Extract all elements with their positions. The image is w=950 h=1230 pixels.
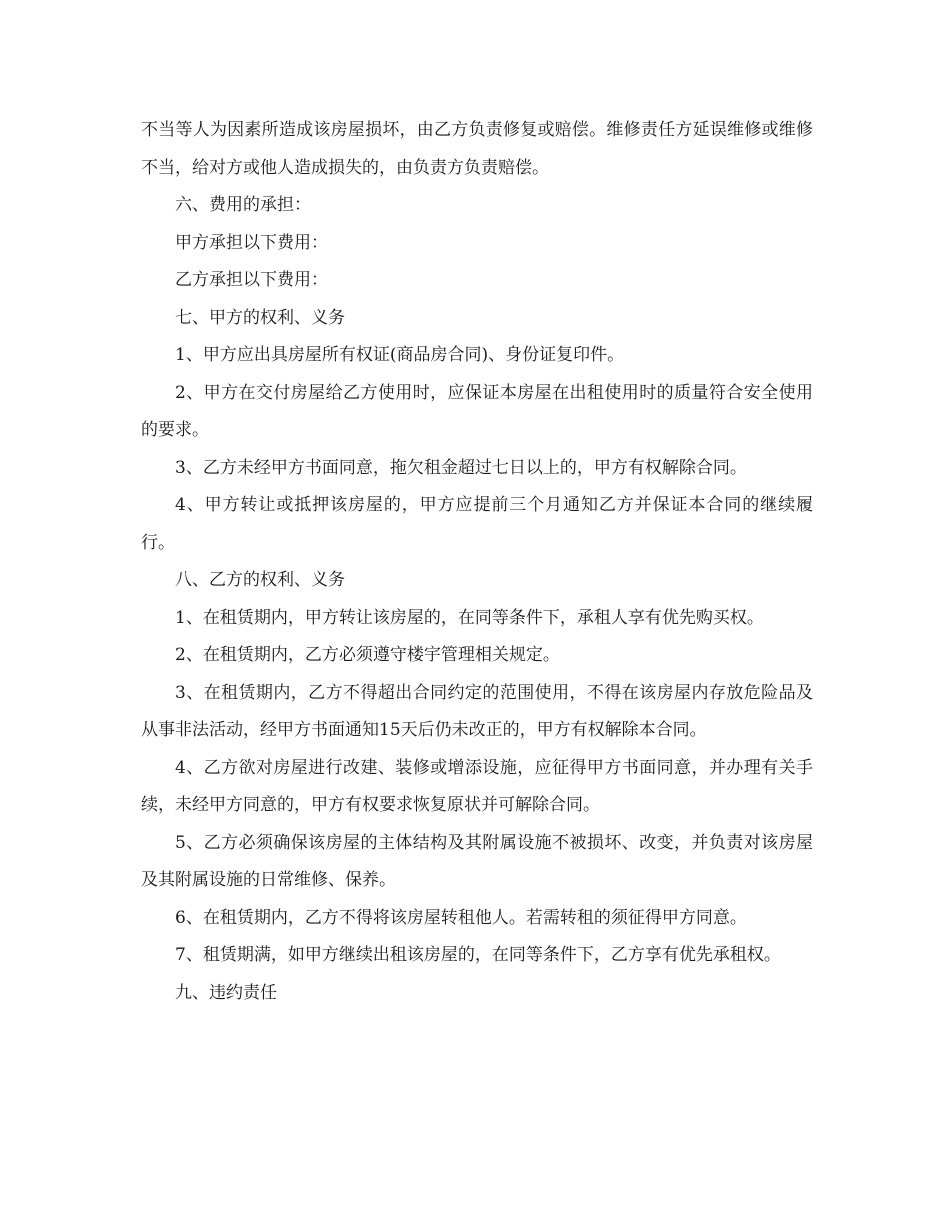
section-heading-party-a-rights: 七、甲方的权利、义务 xyxy=(175,307,345,328)
clause-b-3: 3、在租赁期内，乙方不得超出合同约定的范围使用，不得在该房屋内存放危险品及从事非法活动，经甲方书面通知15天后仍未改正的，甲方有权解除本合同。 xyxy=(141,682,813,740)
clause-b-4: 4、乙方欲对房屋进行改建、装修或增添设施，应征得甲方书面同意，并办理有关手续，未经甲方同意的，甲方有权要求恢复原状并可解除合同。 xyxy=(141,757,813,815)
clause-b-5: 5、乙方必须确保该房屋的主体结构及其附属设施不被损坏、改变，并负责对该房屋及其附属设施的日常维修、保养。 xyxy=(141,832,813,890)
clause-b-2: 2、在租赁期内，乙方必须遵守楼宇管理相关规定。 xyxy=(175,645,560,665)
paragraph-party-b-costs: 乙方承担以下费用： xyxy=(175,270,328,290)
section-heading-party-b-rights: 八、乙方的权利、义务 xyxy=(175,570,345,590)
paragraph-repair-liability-continued: 不当等人为因素所造成该房屋损坏，由乙方负责修复或赔偿。维修责任方延误维修或维修不当，给对方或他人造成损失的，由负责方负责赔偿。 xyxy=(141,120,813,178)
section-heading-breach-liability: 九、违约责任 xyxy=(175,982,277,1003)
clause-b-6: 6、在租赁期内，乙方不得将该房屋转租他人。若需转租的须征得甲方同意。 xyxy=(175,907,747,928)
clause-a-1: 1、甲方应出具房屋所有权证(商品房合同)、身份证复印件。 xyxy=(175,345,625,365)
clause-a-2: 2、甲方在交付房屋给乙方使用时，应保证本房屋在出租使用时的质量符合安全使用的要求。 xyxy=(141,382,813,440)
clause-a-3: 3、乙方未经甲方书面同意，拖欠租金超过七日以上的，甲方有权解除合同。 xyxy=(175,457,747,478)
section-heading-costs: 六、费用的承担： xyxy=(175,195,311,215)
paragraph-party-a-costs: 甲方承担以下费用： xyxy=(175,232,328,253)
clause-a-4: 4、甲方转让或抵押该房屋的，甲方应提前三个月通知乙方并保证本合同的继续履行。 xyxy=(141,495,813,553)
document-body xyxy=(141,112,813,1012)
clause-b-1: 1、在租赁期内，甲方转让该房屋的，在同等条件下，承租人享有优先购买权。 xyxy=(175,607,764,628)
clause-b-7: 7、租赁期满，如甲方继续出租该房屋的，在同等条件下，乙方享有优先承租权。 xyxy=(175,945,781,965)
